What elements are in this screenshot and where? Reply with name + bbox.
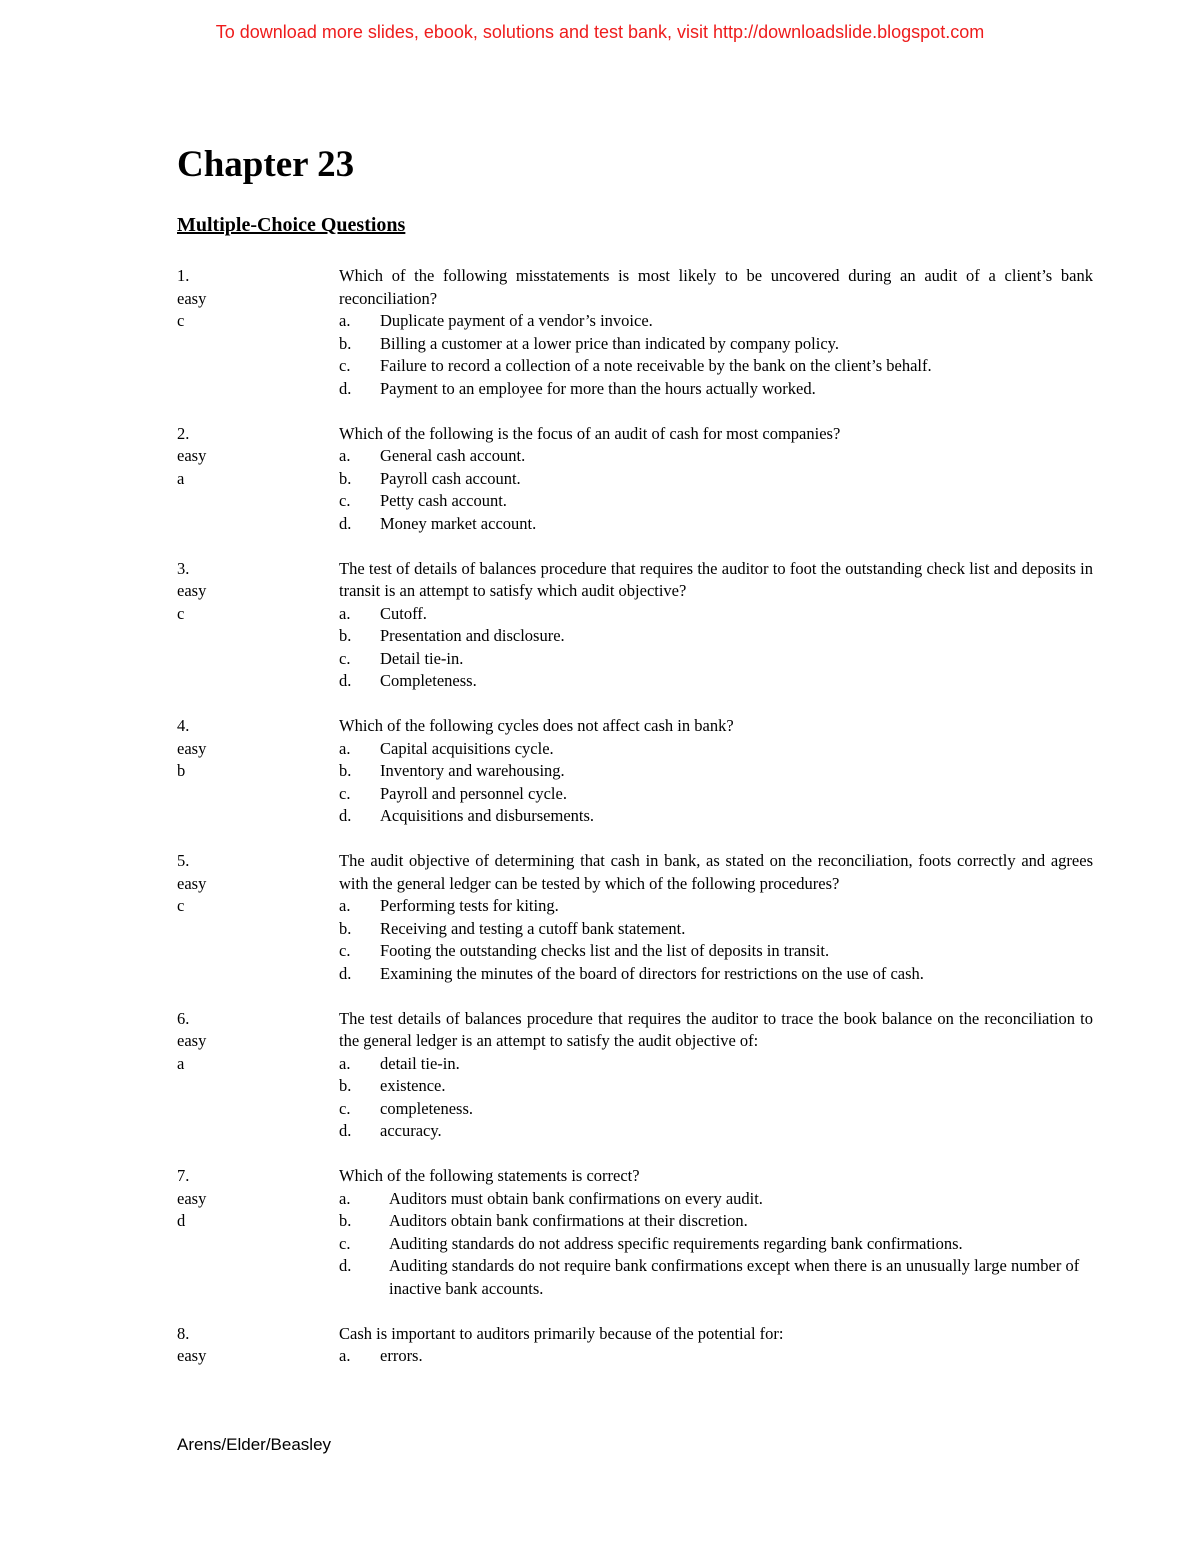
question-number: 5.	[177, 851, 190, 870]
option-text: accuracy.	[380, 1121, 442, 1140]
option-text: Examining the minutes of the board of directors for restrictions on the use of cash.	[380, 963, 924, 983]
option-text: Petty cash account.	[380, 491, 507, 510]
option-text: Presentation and disclosure.	[380, 626, 565, 645]
answer-option	[339, 378, 1093, 401]
answer-option	[339, 490, 1093, 513]
question-answer: c	[177, 603, 185, 623]
question-stem: Which of the following misstatements is most likely to be uncovered during an audit of a client’s bank reconciliation?	[339, 266, 1093, 308]
question-meta	[177, 715, 327, 783]
question-difficulty: easy	[177, 446, 207, 465]
question-number: 2.	[177, 423, 190, 443]
question-item	[177, 265, 1093, 400]
answer-option	[339, 1233, 1093, 1256]
answer-option	[339, 895, 1093, 918]
answer-option	[339, 1345, 1093, 1368]
question-number: 1.	[177, 266, 190, 285]
question-answer: a	[177, 468, 185, 488]
option-letter: b.	[339, 1211, 352, 1230]
option-text: Cutoff.	[380, 603, 427, 623]
question-item	[177, 715, 1093, 828]
answer-option	[339, 940, 1093, 963]
question-meta	[177, 265, 327, 333]
answer-option	[339, 963, 1093, 986]
option-letter: d.	[339, 806, 352, 825]
option-letter: a.	[339, 446, 351, 465]
question-meta	[177, 558, 327, 626]
question-difficulty: easy	[177, 1188, 207, 1208]
question-stem: Which of the following statements is correct?	[339, 1166, 640, 1185]
option-letter: b.	[339, 468, 352, 488]
question-difficulty: easy	[177, 1346, 207, 1365]
question-stem: Which of the following is the focus of an audit of cash for most companies?	[339, 423, 841, 443]
answer-option	[339, 513, 1093, 536]
option-text: General cash account.	[380, 446, 526, 465]
question-difficulty: easy	[177, 873, 207, 893]
option-letter: b.	[339, 333, 352, 353]
question-answer: c	[177, 896, 185, 915]
answer-option	[339, 1075, 1093, 1098]
answer-option	[339, 1255, 1093, 1300]
question-number: 7.	[177, 1166, 190, 1185]
answer-option	[339, 1188, 1093, 1211]
question-difficulty: easy	[177, 738, 207, 758]
chapter-title: Chapter 23	[177, 144, 355, 185]
option-letter: a.	[339, 311, 351, 330]
option-letter: c.	[339, 783, 351, 803]
option-letter: a.	[339, 1053, 351, 1073]
footer-authors: Arens/Elder/Beasley	[177, 1435, 332, 1454]
option-letter: a.	[339, 738, 351, 758]
answer-option	[339, 648, 1093, 671]
option-text: Footing the outstanding checks list and the list of deposits in transit.	[380, 941, 830, 960]
question-number: 4.	[177, 716, 190, 735]
option-letter: d.	[339, 1121, 352, 1140]
option-text: Auditors obtain bank confirmations at their discretion.	[389, 1211, 748, 1230]
option-text: Acquisitions and disbursements.	[380, 806, 595, 825]
question-list	[177, 265, 1093, 1390]
option-text: Failure to record a collection of a note receivable by the bank on the client’s behalf.	[380, 356, 932, 375]
question-answer: a	[177, 1053, 185, 1073]
option-text: Auditors must obtain bank confirmations on every audit.	[389, 1188, 763, 1208]
answer-option	[339, 1098, 1093, 1121]
answer-option	[339, 783, 1093, 806]
option-letter: a.	[339, 603, 351, 623]
question-difficulty: easy	[177, 581, 207, 600]
option-text: Detail tie-in.	[380, 648, 464, 668]
question-item	[177, 1323, 1093, 1368]
answer-option	[339, 445, 1093, 468]
option-letter: a.	[339, 1188, 351, 1208]
question-item	[177, 423, 1093, 536]
question-stem: Which of the following cycles does not affect cash in bank?	[339, 716, 734, 735]
option-text: Payment to an employee for more than the hours actually worked.	[380, 378, 816, 398]
option-text: Inventory and warehousing.	[380, 761, 565, 780]
option-text: existence.	[380, 1076, 446, 1095]
option-letter: d.	[339, 671, 352, 690]
option-letter: b.	[339, 1076, 352, 1095]
option-letter: b.	[339, 761, 352, 780]
question-number: 8.	[177, 1323, 190, 1343]
option-letter: a.	[339, 1346, 351, 1365]
question-meta	[177, 1165, 327, 1233]
answer-option	[339, 1120, 1093, 1143]
option-letter: d.	[339, 1256, 352, 1275]
option-text: errors.	[380, 1346, 423, 1365]
question-item	[177, 1165, 1093, 1300]
answer-option	[339, 310, 1093, 333]
answer-option	[339, 603, 1093, 626]
question-difficulty: easy	[177, 288, 207, 308]
option-text: Completeness.	[380, 671, 477, 690]
question-stem: The test of details of balances procedure that requires the auditor to foot the outstanding check list and deposits in transit is an attempt to satisfy which audit objective?	[339, 558, 1093, 600]
answer-option	[339, 355, 1093, 378]
answer-option	[339, 670, 1093, 693]
question-item	[177, 558, 1093, 693]
question-stem: Cash is important to auditors primarily because of the potential for:	[339, 1323, 784, 1343]
option-letter: b.	[339, 626, 352, 645]
question-answer: b	[177, 761, 186, 780]
question-meta	[177, 1008, 327, 1076]
section-title: Multiple-Choice Questions	[177, 214, 406, 236]
option-text: Auditing standards do not require bank confirmations except when there is an unusually large number of inactive bank accounts.	[389, 1256, 1080, 1298]
question-answer: c	[177, 311, 185, 330]
option-letter: c.	[339, 648, 351, 668]
option-text: Auditing standards do not address specific requirements regarding bank confirmations.	[389, 1233, 963, 1253]
option-text: Performing tests for kiting.	[380, 896, 559, 915]
option-letter: d.	[339, 378, 352, 398]
option-text: Payroll cash account.	[380, 468, 521, 488]
option-letter: a.	[339, 896, 351, 915]
question-stem: The audit objective of determining that cash in bank, as stated on the reconciliation, foots correctly and agrees with the general ledger can be tested by which of the following procedures?	[339, 851, 1093, 893]
question-meta	[177, 1323, 327, 1368]
question-number: 6.	[177, 1008, 190, 1028]
option-letter: c.	[339, 1098, 351, 1118]
option-text: Receiving and testing a cutoff bank statement.	[380, 918, 686, 938]
option-letter: c.	[339, 491, 351, 510]
option-text: Duplicate payment of a vendor’s invoice.	[380, 311, 653, 330]
option-letter: b.	[339, 918, 352, 938]
option-text: Payroll and personnel cycle.	[380, 783, 567, 803]
answer-option	[339, 333, 1093, 356]
question-number: 3.	[177, 558, 190, 578]
option-text: Billing a customer at a lower price than indicated by company policy.	[380, 333, 839, 353]
answer-option	[339, 1210, 1093, 1233]
option-text: Capital acquisitions cycle.	[380, 738, 554, 758]
option-text: Money market account.	[380, 513, 537, 533]
option-text: completeness.	[380, 1098, 474, 1118]
question-difficulty: easy	[177, 1031, 207, 1050]
question-answer: d	[177, 1211, 186, 1230]
question-item	[177, 850, 1093, 985]
option-text: detail tie-in.	[380, 1053, 460, 1073]
answer-option	[339, 625, 1093, 648]
download-banner: To download more slides, ebook, solutions and test bank, visit http://downloadslide.blogspot.com	[215, 22, 985, 42]
answer-option	[339, 918, 1093, 941]
question-item	[177, 1008, 1093, 1143]
answer-option	[339, 805, 1093, 828]
question-meta	[177, 850, 327, 918]
answer-option	[339, 1053, 1093, 1076]
answer-option	[339, 738, 1093, 761]
question-stem: The test details of balances procedure that requires the auditor to trace the book balance on the reconciliation to the general ledger is an attempt to satisfy the audit objective of:	[339, 1008, 1093, 1050]
option-letter: c.	[339, 1233, 351, 1253]
option-letter: c.	[339, 941, 351, 960]
option-letter: c.	[339, 356, 351, 375]
option-letter: d.	[339, 513, 352, 533]
option-letter: d.	[339, 963, 352, 983]
answer-option	[339, 760, 1093, 783]
answer-option	[339, 468, 1093, 491]
question-meta	[177, 423, 327, 491]
